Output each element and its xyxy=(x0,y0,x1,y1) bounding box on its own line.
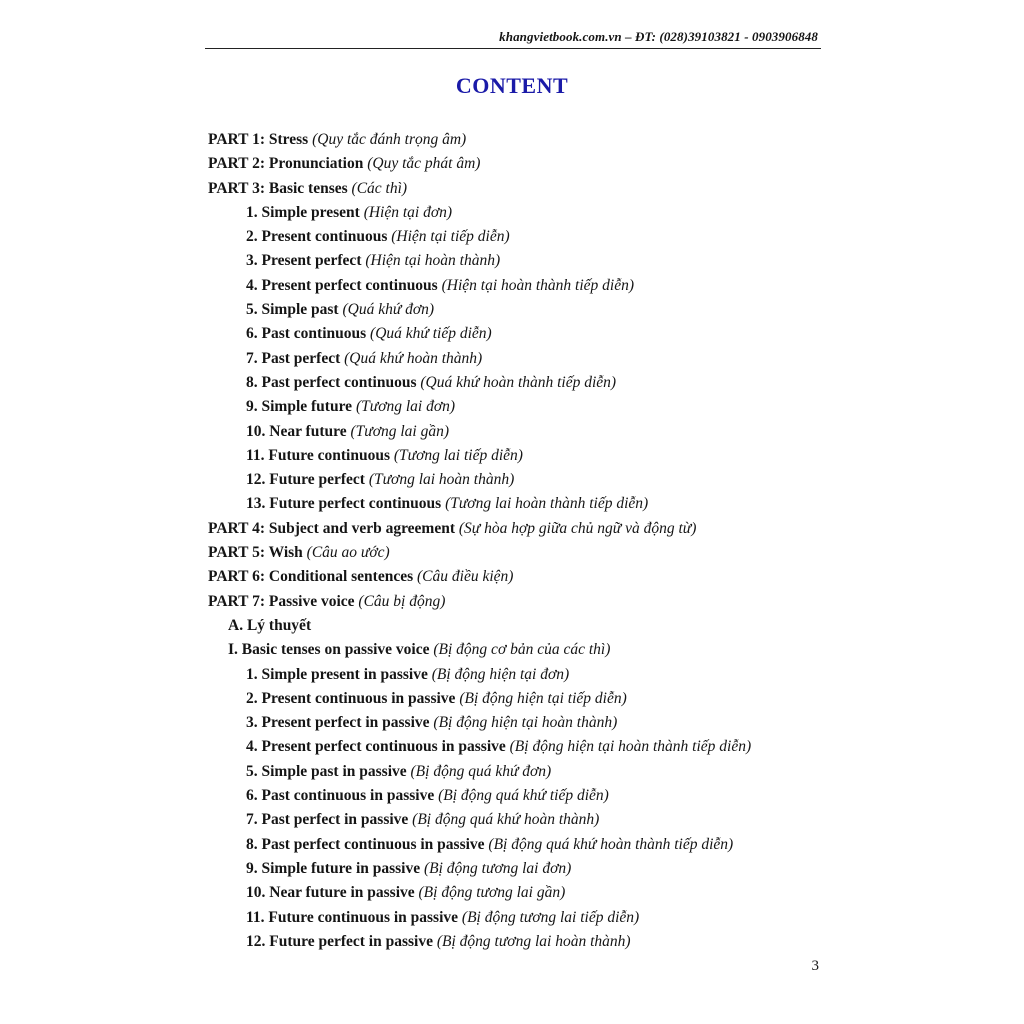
toc-vietnamese: (Tương lai hoàn thành tiếp diễn) xyxy=(445,495,649,513)
toc-title: 2. Present continuous xyxy=(246,228,388,246)
toc-vietnamese: (Quá khứ đơn) xyxy=(342,301,435,319)
toc-title: PART 6: Conditional sentences xyxy=(208,568,414,586)
toc-entry xyxy=(208,857,928,881)
toc-entry-part-6 xyxy=(208,565,928,589)
toc-vietnamese: (Hiện tại hoàn thành tiếp diễn) xyxy=(441,276,635,294)
toc-entry xyxy=(208,881,928,905)
toc-entry-part-4 xyxy=(208,517,928,541)
toc-vietnamese: (Quá khứ tiếp diễn) xyxy=(370,325,492,343)
toc-vietnamese: (Tương lai gần) xyxy=(350,422,450,440)
toc-vietnamese: (Hiện tại tiếp diễn) xyxy=(391,228,510,246)
toc-title: 1. Simple present in passive xyxy=(246,665,428,683)
page-title: CONTENT xyxy=(455,73,569,98)
toc-vietnamese: (Sự hòa hợp giữa chủ ngữ và động từ) xyxy=(458,519,697,537)
toc-vietnamese: (Bị động tương lai gần) xyxy=(418,884,566,902)
toc-entry xyxy=(208,784,928,808)
toc-entry xyxy=(208,663,928,687)
toc-title: PART 1: Stress xyxy=(208,131,309,148)
table-of-contents xyxy=(208,128,928,954)
toc-title: 6. Past continuous in passive xyxy=(246,787,435,805)
toc-title: PART 2: Pronunciation xyxy=(208,155,364,173)
toc-entry-part-2 xyxy=(208,152,928,176)
toc-title: PART 7: Passive voice xyxy=(208,592,355,610)
toc-entry xyxy=(208,249,928,273)
toc-entry-part-1 xyxy=(208,128,928,152)
toc-title: A. Lý thuyết xyxy=(228,616,312,634)
toc-entry xyxy=(208,225,928,249)
toc-vietnamese: (Quá khứ hoàn thành) xyxy=(344,349,483,367)
toc-vietnamese: (Bị động tương lai hoàn thành) xyxy=(436,932,631,950)
toc-title: 4. Present perfect continuous in passive xyxy=(246,738,506,756)
toc-title: 7. Past perfect in passive xyxy=(246,811,409,829)
toc-vietnamese: (Tương lai đơn) xyxy=(355,398,456,416)
toc-entry xyxy=(208,201,928,225)
toc-vietnamese: (Bị động quá khứ hoàn thành) xyxy=(412,811,600,829)
toc-entry xyxy=(208,371,928,395)
toc-title: PART 4: Subject and verb agreement xyxy=(208,519,456,537)
toc-vietnamese: (Bị động hiện tại hoàn thành tiếp diễn) xyxy=(509,738,752,756)
toc-entry-part-5 xyxy=(208,541,928,565)
toc-entry xyxy=(208,687,928,711)
toc-title: 8. Past perfect continuous xyxy=(246,373,417,391)
toc-vietnamese: (Hiện tại hoàn thành) xyxy=(365,252,501,270)
toc-vietnamese: (Bị động quá khứ đơn) xyxy=(410,762,552,780)
toc-entry xyxy=(208,735,928,759)
toc-vietnamese: (Câu bị động) xyxy=(358,592,446,610)
toc-entry xyxy=(208,420,928,444)
toc-title: 5. Simple past in passive xyxy=(246,762,407,780)
toc-entry xyxy=(208,468,928,492)
header-rule xyxy=(205,48,821,49)
toc-entry xyxy=(208,906,928,930)
toc-entry xyxy=(208,274,928,298)
toc-vietnamese: (Bị động quá khứ tiếp diễn) xyxy=(438,787,609,805)
toc-entry xyxy=(208,930,928,954)
toc-entry xyxy=(208,322,928,346)
toc-entry xyxy=(208,298,928,322)
toc-title: 5. Simple past xyxy=(246,301,339,319)
toc-title: 9. Simple future xyxy=(246,398,353,416)
toc-vietnamese: (Bị động tương lai tiếp diễn) xyxy=(461,908,640,926)
toc-entry xyxy=(208,395,928,419)
toc-title: 6. Past continuous xyxy=(246,325,367,343)
toc-title: 3. Present perfect in passive xyxy=(246,714,430,732)
toc-entry-part-7 xyxy=(208,590,928,614)
toc-title: PART 5: Wish xyxy=(208,544,303,562)
toc-title: 8. Past perfect continuous in passive xyxy=(246,835,485,853)
toc-entry xyxy=(208,444,928,468)
toc-vietnamese: (Quy tắc phát âm) xyxy=(367,155,481,173)
toc-title: 12. Future perfect xyxy=(246,471,365,489)
toc-title: 11. Future continuous xyxy=(246,446,390,464)
toc-title: 9. Simple future in passive xyxy=(246,859,421,877)
page-header: khangvietbook.com.vn – ĐT: (028)39103821 - 0903906848 xyxy=(499,29,818,44)
toc-vietnamese: (Tương lai tiếp diễn) xyxy=(393,446,523,464)
toc-vietnamese: (Câu điều kiện) xyxy=(417,568,514,586)
toc-title: 10. Near future xyxy=(246,422,347,440)
toc-title: 4. Present perfect continuous xyxy=(246,276,438,294)
toc-title: 7. Past perfect xyxy=(246,349,341,367)
toc-title: 2. Present continuous in passive xyxy=(246,689,456,707)
toc-entry-part-3 xyxy=(208,177,928,201)
toc-entry xyxy=(208,808,928,832)
toc-title: PART 3: Basic tenses xyxy=(208,179,348,197)
toc-vietnamese: (Bị động cơ bản của các thì) xyxy=(433,641,611,659)
toc-entry xyxy=(208,347,928,371)
toc-vietnamese: (Hiện tại đơn) xyxy=(363,203,453,221)
toc-entry xyxy=(208,833,928,857)
page-number: 3 xyxy=(811,958,819,974)
toc-vietnamese: (Bị động hiện tại hoàn thành) xyxy=(433,714,618,732)
toc-title: 1. Simple present xyxy=(246,203,360,221)
toc-entry xyxy=(208,760,928,784)
toc-entry xyxy=(208,711,928,735)
toc-title: 11. Future continuous in passive xyxy=(246,908,459,926)
toc-vietnamese: (Bị động quá khứ hoàn thành tiếp diễn) xyxy=(488,835,734,853)
toc-vietnamese: (Tương lai hoàn thành) xyxy=(368,471,515,489)
toc-title: 10. Near future in passive xyxy=(246,884,415,902)
toc-vietnamese: (Bị động hiện tại tiếp diễn) xyxy=(459,689,627,707)
toc-entry xyxy=(208,492,928,516)
toc-title: 13. Future perfect continuous xyxy=(246,495,442,513)
toc-vietnamese: (Bị động tương lai đơn) xyxy=(424,859,572,877)
toc-title: I. Basic tenses on passive voice xyxy=(228,641,430,659)
toc-entry-section-i xyxy=(208,638,928,662)
toc-title: 12. Future perfect in passive xyxy=(246,932,433,950)
toc-vietnamese: (Quy tắc đánh trọng âm) xyxy=(312,131,467,148)
toc-entry-section-a xyxy=(208,614,928,638)
toc-vietnamese: (Bị động hiện tại đơn) xyxy=(431,665,570,683)
toc-vietnamese: (Câu ao ước) xyxy=(306,544,390,562)
toc-vietnamese: (Các thì) xyxy=(351,179,408,197)
toc-vietnamese: (Quá khứ hoàn thành tiếp diễn) xyxy=(420,373,617,391)
toc-title: 3. Present perfect xyxy=(246,252,362,270)
